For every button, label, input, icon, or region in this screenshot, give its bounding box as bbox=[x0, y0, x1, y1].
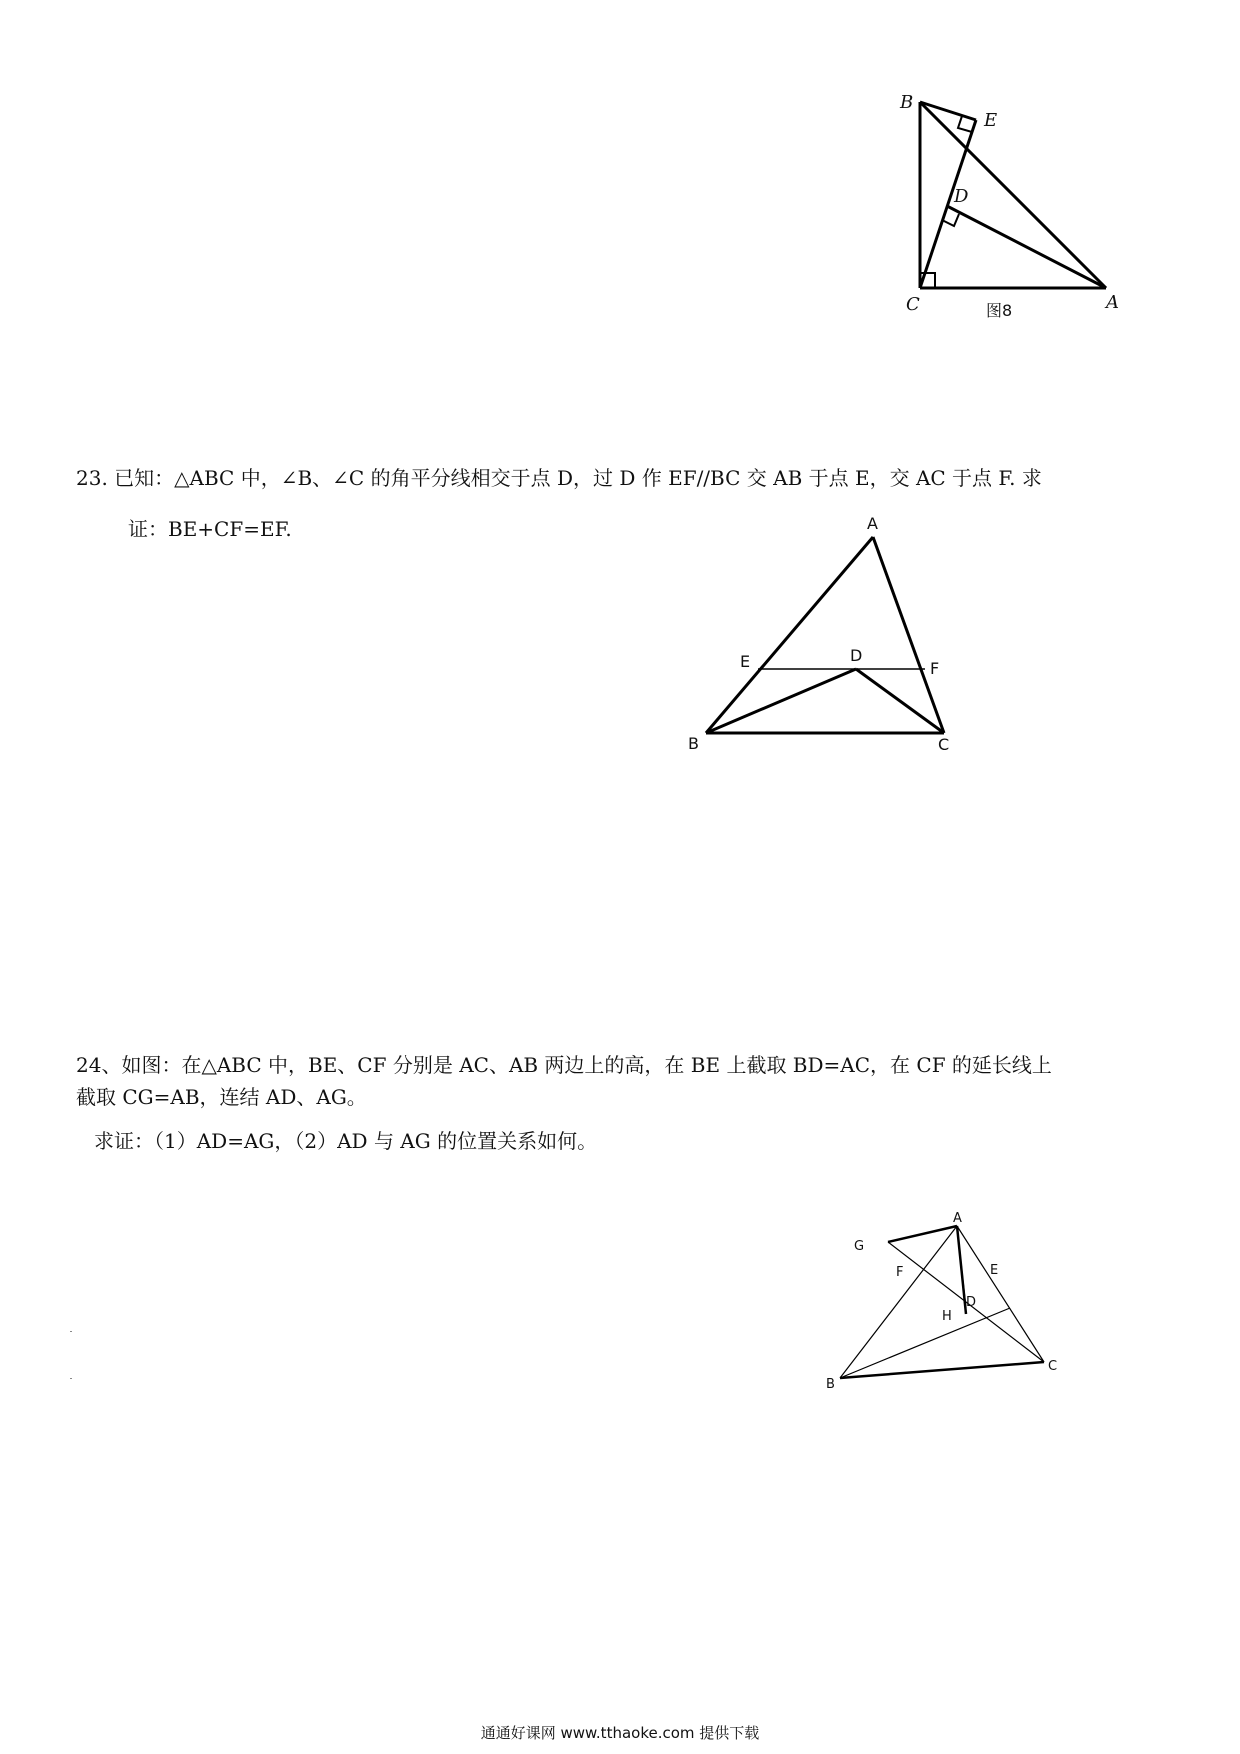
q24-figure bbox=[820, 1210, 1080, 1400]
label-a: A bbox=[953, 1211, 962, 1226]
footer-text: 通通好课网 www.tthaoke.com 提供下载 bbox=[480, 1724, 760, 1742]
stray-mark bbox=[70, 1331, 72, 1332]
label-f: F bbox=[896, 1265, 904, 1280]
label-b: B bbox=[900, 92, 914, 113]
label-f: F bbox=[930, 659, 940, 678]
q23-diagram bbox=[680, 505, 980, 765]
label-b: B bbox=[688, 734, 699, 753]
figure-8-diagram bbox=[880, 90, 1140, 330]
q24-diagram bbox=[820, 1210, 1080, 1400]
label-e: E bbox=[740, 652, 751, 671]
segment-ba bbox=[920, 102, 1106, 288]
label-d: D bbox=[850, 646, 863, 665]
label-d: D bbox=[954, 186, 969, 207]
q24-line2: 截取 CG=AB，连结 AD、AG。 bbox=[76, 1085, 367, 1109]
label-g: G bbox=[854, 1239, 865, 1254]
q23-figure bbox=[680, 505, 980, 765]
segment-da bbox=[947, 206, 1106, 288]
label-a: A bbox=[1106, 292, 1119, 313]
segment-bd bbox=[706, 669, 856, 733]
label-c: C bbox=[1048, 1359, 1058, 1374]
stray-mark bbox=[70, 1378, 72, 1379]
segment-ac bbox=[957, 1226, 1044, 1362]
label-e: E bbox=[984, 110, 998, 131]
label-c: C bbox=[906, 294, 920, 315]
segment-ac bbox=[873, 537, 944, 733]
segment-dc bbox=[856, 669, 944, 733]
label-a: A bbox=[867, 514, 878, 533]
q24-line1: 24、如图：在△ABC 中，BE、CF 分别是 AC、AB 两边上的高，在 BE 上截取 BD=AC，在 CF 的延长线上 bbox=[76, 1053, 1052, 1077]
figure-caption: 图8 bbox=[986, 301, 1013, 320]
segment-ab bbox=[706, 537, 873, 733]
q23-line2: 证：BE+CF=EF. bbox=[128, 517, 292, 541]
figure-8 bbox=[880, 90, 1140, 330]
label-d: D bbox=[966, 1295, 977, 1310]
q24-line3: 求证：（1）AD=AG，（2）AD 与 AG 的位置关系如何。 bbox=[94, 1129, 598, 1153]
label-c: C bbox=[938, 735, 950, 754]
label-e: E bbox=[990, 1263, 999, 1278]
label-h: H bbox=[942, 1309, 952, 1324]
segment-ad bbox=[957, 1226, 966, 1314]
q23-line1: 23. 已知：△ABC 中，∠B、∠C 的角平分线相交于点 D，过 D 作 EF//BC 交 AB 于点 E，交 AC 于点 F. 求 bbox=[76, 466, 1042, 490]
label-b: B bbox=[826, 1377, 835, 1392]
segment-bc bbox=[840, 1362, 1044, 1378]
